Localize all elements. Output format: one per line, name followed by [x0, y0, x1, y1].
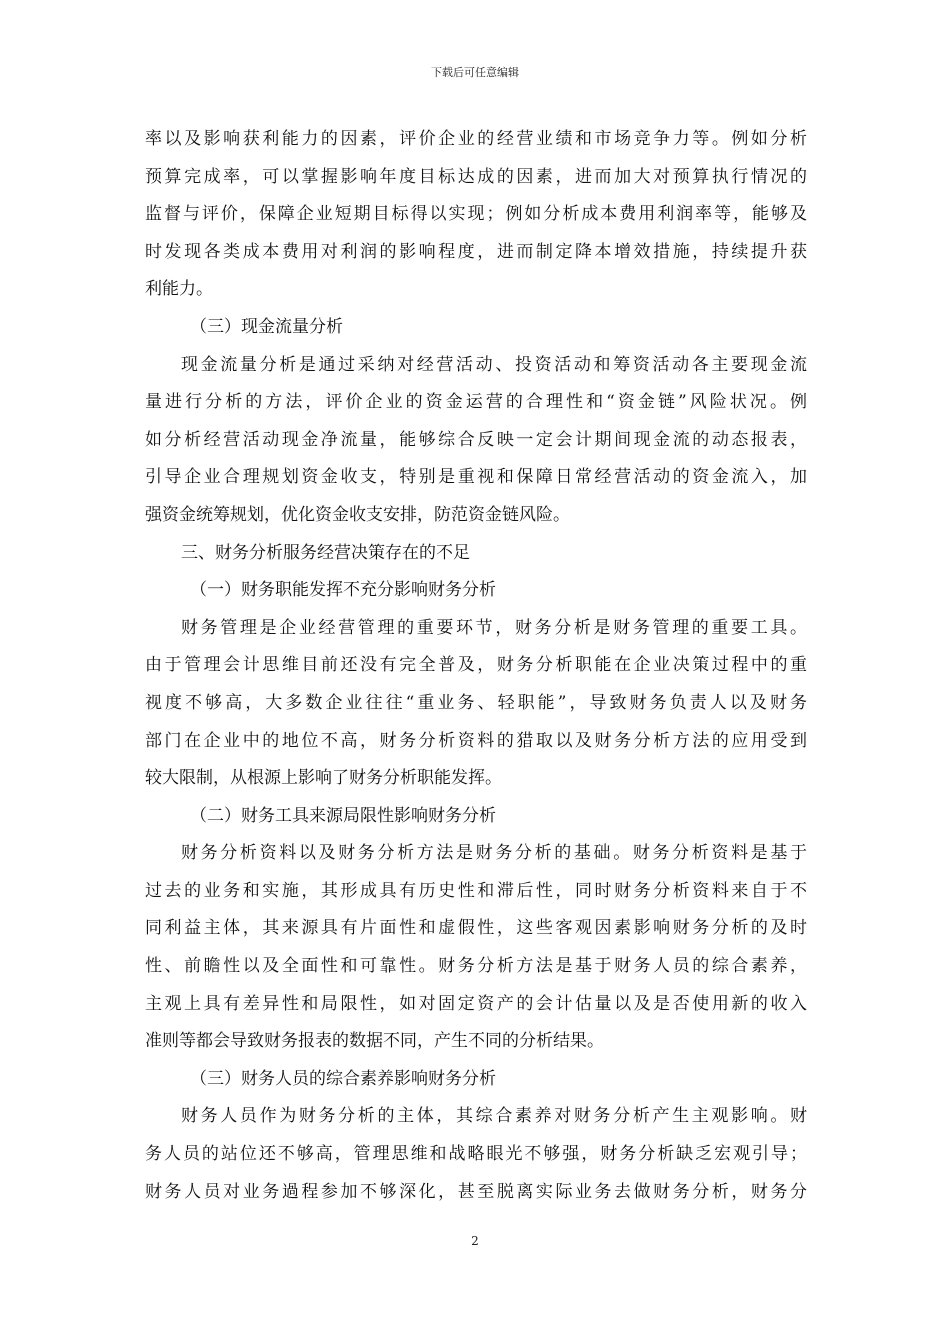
- paragraph-line: 务人员的站位还不够高，管理思维和战略眼光不够强，财务分析缺乏宏观引导；: [145, 1144, 807, 1165]
- subsection-heading: （三）财务人员的综合素养影响财务分析: [190, 1068, 496, 1089]
- paragraph-last-line: 较大限制，从根源上影响了财务分析职能发挥。: [145, 768, 502, 789]
- paragraph-line: 部门在企业中的地位不高，财务分析资料的猎取以及财务分析方法的应用受到: [145, 730, 807, 751]
- subsection-heading: （一）财务职能发挥不充分影响财务分析: [190, 580, 496, 601]
- paragraph-line: 监督与评价，保障企业短期目标得以实现；例如分析成本费用利润率等，能够及: [145, 204, 807, 225]
- paragraph-line: 量进行分析的方法，评价企业的资金运营的合理性和“资金链”风险状况。例: [145, 392, 807, 413]
- page-header: 下载后可任意编辑: [431, 66, 519, 79]
- paragraph-line: 引导企业合理规划资金收支，特别是重视和保障日常经营活动的资金流入，加: [145, 467, 807, 488]
- section-heading: 三、财务分析服务经营决策存在的不足: [181, 542, 470, 563]
- paragraph-line: 同利益主体，其来源具有片面性和虚假性，这些客观因素影响财务分析的及时: [145, 918, 807, 939]
- paragraph-last-line: 利能力。: [145, 279, 213, 300]
- paragraph-line: 主观上具有差异性和局限性，如对固定资产的会计估量以及是否使用新的收入: [145, 993, 807, 1014]
- paragraph-line: 财务人员对业务過程参加不够深化，甚至脱离实际业务去做财务分析，财务分: [145, 1181, 807, 1202]
- subsection-heading: （二）财务工具来源局限性影响财务分析: [190, 805, 496, 826]
- paragraph-line: 视度不够高，大多数企业往往“重业务、轻职能”，导致财务负责人以及财务: [145, 692, 807, 713]
- paragraph-first-line: 财务分析资料以及财务分析方法是财务分析的基础。财务分析资料是基于: [181, 843, 807, 864]
- paragraph-last-line: 准则等都会导致财务报表的数据不同，产生不同的分析结果。: [145, 1031, 604, 1052]
- paragraph-line: 过去的业务和实施，其形成具有历史性和滞后性，同时财务分析资料来自于不: [145, 880, 807, 901]
- paragraph-line: 预算完成率，可以掌握影响年度目标达成的因素，进而加大对预算执行情况的: [145, 166, 807, 187]
- paragraph-last-line: 强资金统筹规划，优化资金收支安排，防范资金链风险。: [145, 504, 570, 525]
- paragraph-first-line: 现金流量分析是通过采纳对经营活动、投资活动和筹资活动各主要现金流: [181, 354, 807, 375]
- paragraph-line: 率以及影响获利能力的因素，评价企业的经营业绩和市场竞争力等。例如分析: [145, 129, 807, 149]
- paragraph-line: 时发现各类成本费用对利润的影响程度，进而制定降本增效措施，持续提升获: [145, 241, 807, 262]
- paragraph-first-line: 财务管理是企业经营管理的重要环节，财务分析是财务管理的重要工具。: [181, 617, 807, 638]
- paragraph-line: 如分析经营活动现金净流量，能够综合反映一定会计期间现金流的动态报表，: [145, 429, 807, 450]
- paragraph-first-line: 财务人员作为财务分析的主体，其综合素养对财务分析产生主观影响。财: [181, 1106, 807, 1127]
- paragraph-line: 由于管理会计思维目前还没有完全普及，财务分析职能在企业决策过程中的重: [145, 655, 807, 676]
- subsection-heading: （三）现金流量分析: [190, 316, 343, 337]
- page-number: 2: [471, 1234, 479, 1248]
- document-body: [145, 121, 807, 1211]
- paragraph-line: 性、前瞻性以及全面性和可靠性。财务分析方法是基于财务人员的综合素养，: [145, 956, 807, 977]
